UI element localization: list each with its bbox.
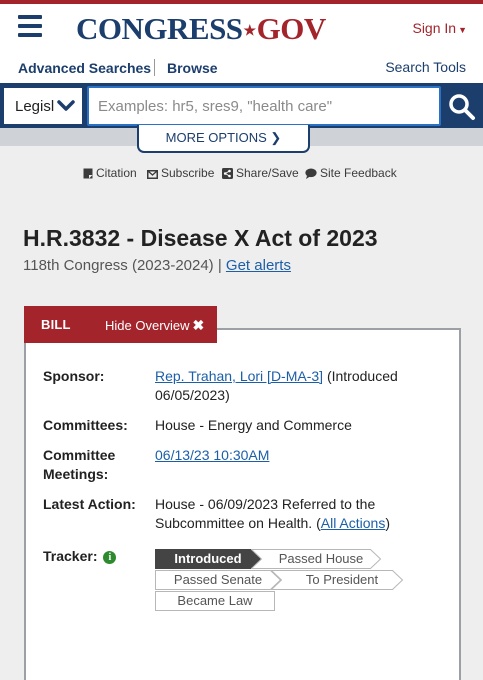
- subscribe-label: Subscribe: [161, 166, 215, 180]
- share-save-link[interactable]: [222, 166, 299, 180]
- more-options-label: MORE OPTIONS: [165, 130, 267, 145]
- latest-action-close: ): [385, 515, 391, 531]
- site-header: [0, 4, 483, 50]
- sponsor-label: Sponsor:: [43, 368, 105, 384]
- advanced-searches-link[interactable]: Advanced Searches: [18, 60, 152, 76]
- share-save-label: Share/Save: [236, 166, 299, 180]
- sign-in-button[interactable]: [412, 20, 467, 36]
- site-feedback-link[interactable]: [305, 166, 397, 180]
- browse-link[interactable]: Browse: [167, 60, 218, 76]
- sponsor-link[interactable]: Rep. Trahan, Lori [D-MA-3]: [155, 368, 324, 384]
- search-scope-value: Legisl: [15, 98, 55, 115]
- citation-label: Citation: [96, 166, 137, 180]
- sponsor-introduced-date: (Introduced 06/05/2023): [155, 368, 398, 403]
- hide-overview-label: Hide Overview: [105, 318, 190, 333]
- get-alerts-link[interactable]: Get alerts: [225, 257, 291, 274]
- all-actions-link[interactable]: All Actions: [320, 515, 386, 531]
- separator: |: [213, 257, 226, 274]
- search-scope-select[interactable]: [3, 87, 83, 125]
- tracker-step-introduced: [155, 549, 261, 569]
- search-button[interactable]: [445, 86, 481, 126]
- close-icon: ✖: [192, 317, 205, 333]
- search-tools-link[interactable]: Search Tools: [385, 59, 466, 75]
- committee-meetings-label: [43, 446, 115, 484]
- overview-tab-bar: [24, 306, 217, 343]
- site-logo[interactable]: [76, 11, 326, 47]
- caret-down-icon: ▼: [458, 25, 467, 35]
- more-options-button[interactable]: [137, 125, 310, 153]
- tracker-step-label: Passed Senate: [173, 572, 263, 587]
- latest-action-label: Latest Action:: [43, 496, 136, 512]
- meetings-label-line-1: Committee: [43, 447, 116, 463]
- tracker-label: [43, 547, 116, 566]
- committees-value: House - Energy and Commerce: [155, 417, 352, 433]
- citation-icon: [83, 168, 93, 179]
- search-input[interactable]: [87, 86, 441, 126]
- speech-bubble-icon: [305, 168, 317, 179]
- committee-meeting-link[interactable]: 06/13/23 10:30AM: [155, 447, 270, 463]
- logo-gov-text: GOV: [256, 11, 326, 46]
- committee-meetings-value: [155, 446, 445, 465]
- site-feedback-label: Site Feedback: [320, 166, 397, 180]
- search-icon: [448, 93, 476, 121]
- envelope-icon: [147, 170, 158, 179]
- tracker-step-passed-senate: [155, 570, 281, 590]
- congress-session: 118th Congress (2023-2024): [23, 257, 214, 274]
- tracker-step-to-president: [271, 570, 403, 590]
- tracker-step-label: Introduced: [174, 551, 242, 566]
- tracker-label-text: Tracker:: [43, 548, 98, 564]
- tracker-step-passed-house: [251, 549, 381, 569]
- page-tools: [0, 166, 483, 184]
- citation-link[interactable]: [83, 166, 137, 180]
- chevron-down-icon: ❯: [270, 130, 282, 145]
- bill-congress: [23, 257, 291, 274]
- latest-action-value: [155, 495, 445, 533]
- latest-action-text: House - 06/09/2023 Referred to the Subcommittee on Health. (: [155, 496, 376, 531]
- logo-star-icon: ★: [243, 24, 256, 39]
- tracker-step-label: Passed House: [278, 551, 364, 566]
- tracker-step-label: Became Law: [177, 593, 253, 608]
- sub-navigation: [0, 50, 483, 83]
- nav-divider: [154, 59, 155, 76]
- logo-text: CONGRESS: [76, 11, 243, 46]
- meetings-label-line-2: Meetings:: [43, 466, 109, 482]
- tracker-step-label: To President: [305, 572, 379, 587]
- info-icon[interactable]: i: [103, 551, 116, 564]
- sign-in-label: Sign In: [412, 20, 457, 36]
- sponsor-value: [155, 367, 445, 405]
- bill-tab-label: BILL: [41, 317, 71, 332]
- share-icon: [222, 168, 233, 179]
- search-bar: [0, 83, 483, 128]
- bill-title: H.R.3832 - Disease X Act of 2023: [23, 225, 378, 251]
- hide-overview-button[interactable]: [105, 317, 204, 334]
- tracker-step-became-law: [155, 591, 275, 611]
- menu-icon[interactable]: [18, 15, 42, 37]
- chevron-down-icon: [56, 96, 76, 116]
- committees-label: Committees:: [43, 417, 128, 433]
- subscribe-link[interactable]: [147, 166, 214, 180]
